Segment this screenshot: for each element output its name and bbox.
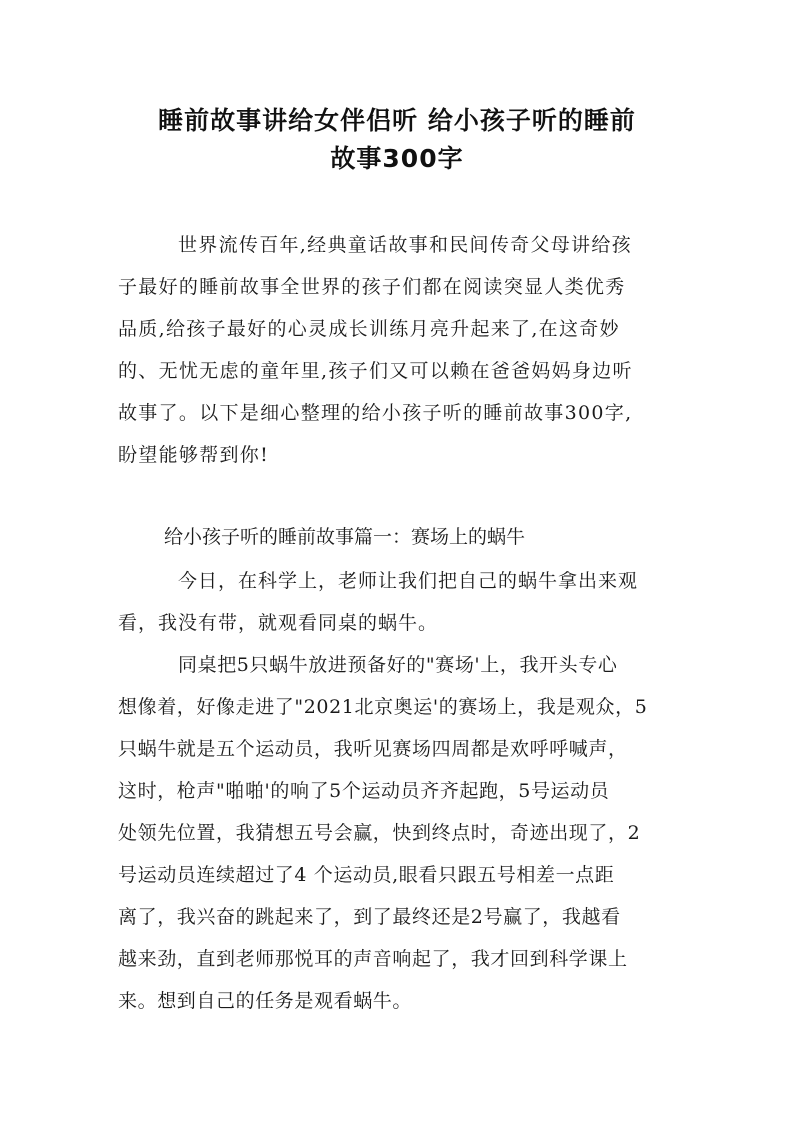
intro-line: 盼望能够帮到你! (118, 444, 270, 466)
title-line-2: 故事300字 (330, 144, 464, 173)
paragraph-line: 想像着，好像走进了"2021北京奥运'的赛场上，我是观众，5 (118, 696, 648, 718)
intro-line: 世界流传百年,经典童话故事和民间传奇父母讲给孩 (178, 234, 632, 256)
paragraph-line: 处领先位置，我猜想五号会赢，快到终点时，奇迹出现了，2 (118, 822, 641, 844)
paragraph-line: 这时，枪声"啪啪'的响了5个运动员齐齐起跑，5号运动员 (118, 780, 610, 802)
paragraph-line: 看，我没有带，就观看同桌的蜗牛。 (118, 612, 439, 634)
document-title (100, 102, 694, 178)
intro-line: 的、无忧无虑的童年里,孩子们又可以赖在爸爸妈妈身边听 (118, 360, 633, 382)
intro-line: 品质,给孩子最好的心灵成长训练月亮升起来了,在这奇妙 (118, 318, 620, 340)
paragraph-line: 越来劲，直到老师那悦耳的声音响起了，我才回到科学课上 (118, 948, 628, 970)
intro-paragraph (118, 224, 684, 476)
story-paragraph-1 (118, 560, 684, 644)
section-heading: 给小孩子听的睡前故事篇一：赛场上的蜗牛 (164, 526, 526, 548)
story-paragraph-2 (118, 644, 684, 1022)
paragraph-line: 来。想到自己的任务是观看蜗牛。 (118, 990, 413, 1012)
paragraph-line: 只蜗牛就是五个运动员，我听见赛场四周都是欢呼呼喊声， (118, 738, 628, 760)
paragraph-line: 离了，我兴奋的跳起来了，到了最终还是2号赢了，我越看 (118, 906, 621, 928)
paragraph-line: 同桌把5只蜗牛放进预备好的"赛场'上，我开头专心 (178, 654, 618, 676)
intro-line: 子最好的睡前故事全世界的孩子们都在阅读突显人类优秀 (118, 276, 626, 298)
intro-line: 故事了。以下是细心整理的给小孩子听的睡前故事300字, (118, 402, 633, 424)
paragraph-line: 今日，在科学上，老师让我们把自己的蜗牛拿出来观 (178, 570, 639, 592)
title-line-1: 睡前故事讲给女伴侣听 给小孩子听的睡前 (158, 106, 636, 135)
paragraph-line: 号运动员连续超过了4 个运动员,眼看只跟五号相差一点距 (118, 864, 615, 886)
